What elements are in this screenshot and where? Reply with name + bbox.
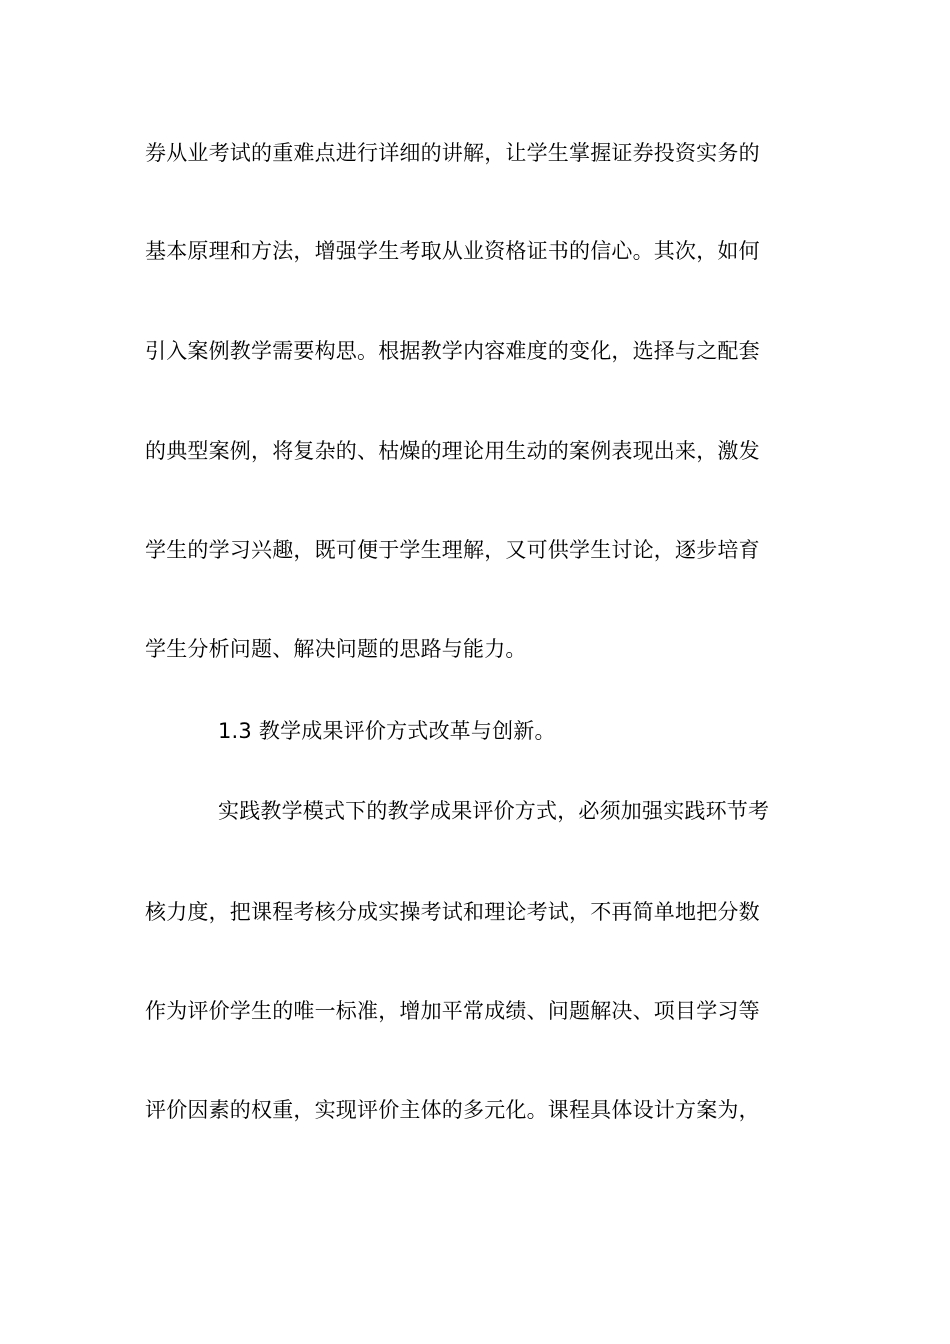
body-text-line: 核力度，把课程考核分成实操考试和理论考试，不再简单地把分数 (145, 900, 760, 924)
body-text-line: 引入案例教学需要构思。根据教学内容难度的变化，选择与之配套 (145, 339, 760, 363)
body-text-line: 基本原理和方法，增强学生考取从业资格证书的信心。其次，如何 (145, 239, 760, 263)
body-text-line: 学生分析问题、解决问题的思路与能力。 (145, 637, 527, 661)
body-text-line: 作为评价学生的唯一标准，增加平常成绩、问题解决、项目学习等 (145, 999, 760, 1023)
body-text-line: 实践教学模式下的教学成果评价方式，必须加强实践环节考 (218, 799, 770, 823)
body-text-line: 学生的学习兴趣，既可便于学生理解，又可供学生讨论，逐步培育 (145, 538, 760, 562)
body-text-line: 评价因素的权重，实现评价主体的多元化。课程具体设计方案为， (145, 1098, 760, 1122)
body-text-line: 的典型案例，将复杂的、枯燥的理论用生动的案例表现出来，激发 (145, 439, 760, 463)
body-text-line: 券从业考试的重难点进行详细的讲解，让学生掌握证券投资实务的 (145, 141, 760, 165)
section-heading: 1.3 教学成果评价方式改革与创新。 (218, 719, 556, 743)
